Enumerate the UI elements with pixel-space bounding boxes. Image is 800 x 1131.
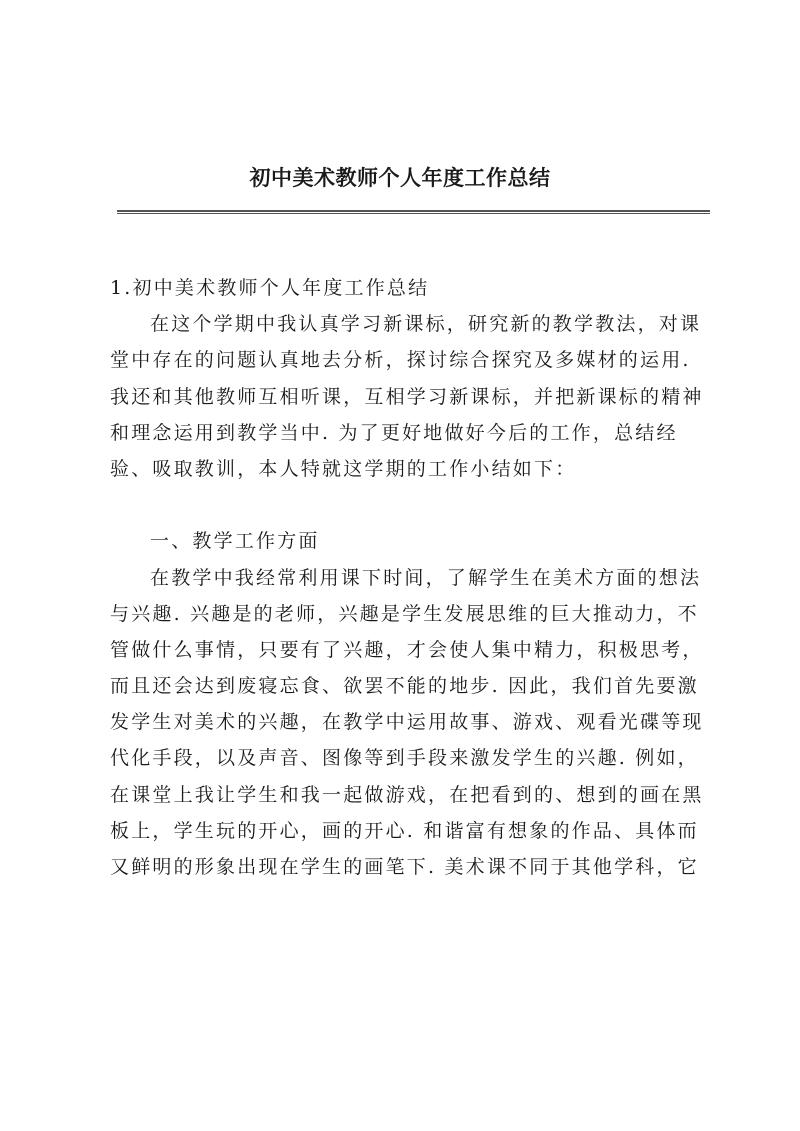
- paragraph-line: 我还和其他教师互相听课，互相学习新课标，并把新课标的精神: [110, 385, 704, 408]
- subsection-heading: 一、教学工作方面: [150, 530, 320, 553]
- paragraph-line: 和理念运用到教学当中. 为了更好地做好今后的工作，总结经: [110, 421, 678, 444]
- paragraph-line: 管做什么事情，只要有了兴趣，才会使人集中精力，积极思考，: [110, 638, 704, 661]
- paragraph-line: 验、吸取教训，本人特就这学期的工作小结如下：: [110, 457, 577, 480]
- paragraph-line: 在这个学期中我认真学习新课标，研究新的教学教法，对课: [150, 313, 702, 336]
- section-heading-1: 1.初中美术教师个人年度工作总结: [110, 277, 430, 299]
- document-title: 初中美术教师个人年度工作总结: [249, 165, 551, 190]
- paragraph-line: 在教学中我经常利用课下时间，了解学生在美术方面的想法: [150, 566, 702, 589]
- paragraph-line: 堂中存在的问题认真地去分析，探讨综合探究及多媒材的运用.: [110, 349, 691, 372]
- paragraph-line: 而且还会达到废寝忘食、欲罢不能的地步. 因此，我们首先要激: [110, 675, 699, 698]
- paragraph-line: 代化手段，以及声音、图像等到手段来激发学生的兴趣. 例如，: [110, 747, 699, 770]
- title-divider: [117, 210, 710, 214]
- paragraph-line: 在课堂上我让学生和我一起做游戏，在把看到的、想到的画在黑: [110, 783, 704, 806]
- paragraph-line: 板上，学生玩的开心，画的开心. 和谐富有想象的作品、具体而: [110, 819, 699, 842]
- paragraph-line: 又鲜明的形象出现在学生的画笔下. 美术课不同于其他学科，它: [110, 856, 699, 878]
- document-body: [110, 270, 715, 885]
- paragraph-gap: [110, 487, 715, 523]
- paragraph-line: 发学生对美术的兴趣，在教学中运用故事、游戏、观看光碟等现: [110, 711, 704, 734]
- paragraph-line: 与兴趣. 兴趣是的老师，兴趣是学生发展思维的巨大推动力，不: [110, 602, 699, 625]
